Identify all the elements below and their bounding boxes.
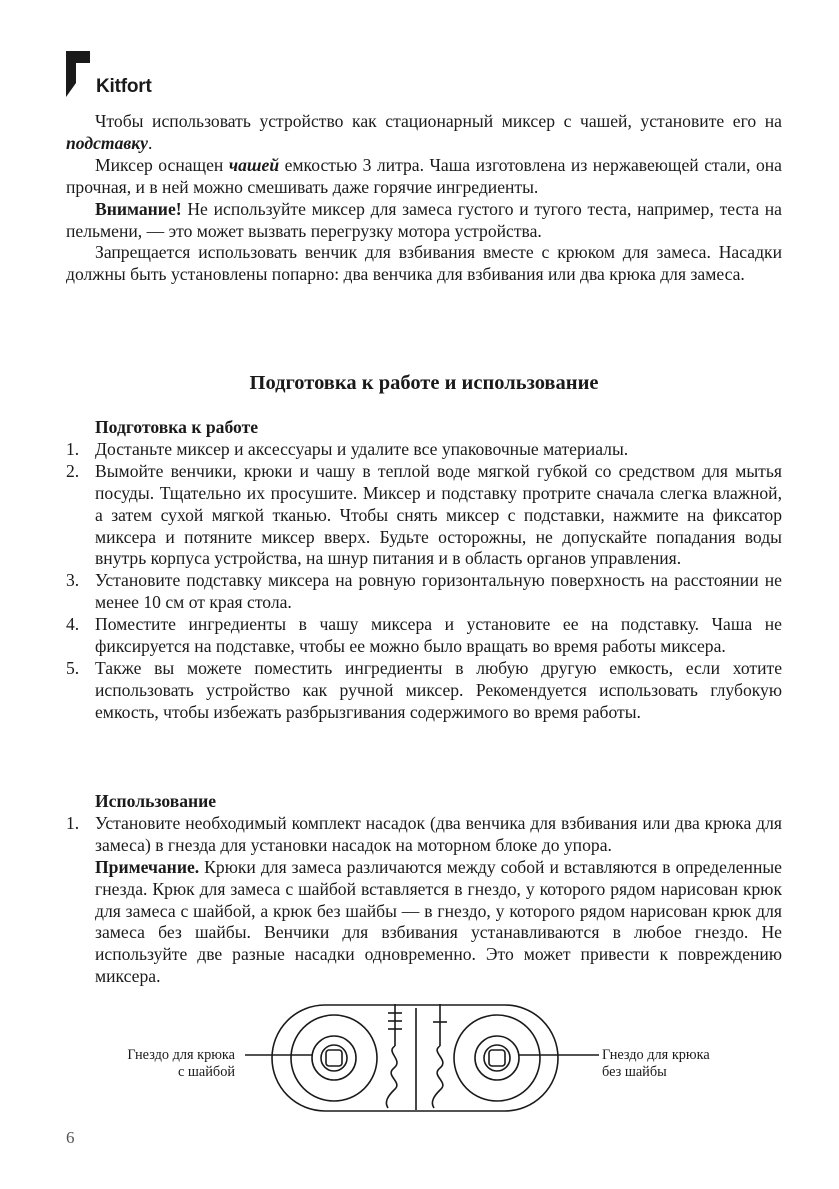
list-item: 5. Также вы можете поместить ингредиенты в любую другую емкость, если хотите использовать устройство как ручной миксер. Рекомендуется использовать глубокую емкость, чтобы избежать разбрызгивания содержимого во время работы. [66,657,782,722]
use-heading: Использование [95,791,217,811]
list-item: 1. Установите необходимый комплект насадок (два венчика для взбивания или два крюка для замеса) в гнезда для установки насадок на моторном блоке до упора. [66,812,782,855]
use-block [66,791,782,988]
intro-paragraph-1: Чтобы использовать устройство как стационарный миксер с чашей, установите его на подставку. [66,111,782,153]
use-list [66,813,782,857]
right-socket-label: Гнездо для крюка без шайбы [602,1047,710,1080]
note-paragraph: Примечание. Крюки для замеса различаются между собой и вставляются в определенные гнезда. Крюк для замеса с шайбой вставляется в гнездо, у которого рядом нарисован крюк для замеса с шайбой, а крюк без шайбы — в гнездо, у которого рядом нарисован крюк для замеса без шайбы. Венчики для взбивания устанавливаются в любое гнездо. Не используйте две разные насадки одновременно. Это может привести к повреждению миксера. [95,856,782,987]
prep-block [66,417,782,724]
left-socket-label: Гнездо для крюка с шайбой [127,1047,235,1080]
kitfort-logo-icon [66,51,92,99]
page-number: 6 [66,1128,75,1147]
intro-paragraph-3: Внимание! Не используйте миксер для замеса густого и тугого теста, например, теста на пельмени, — это может вызвать перегрузку мотора устройства. [66,198,782,241]
intro-paragraph-4: Запрещается использовать венчик для взбивания вместе с крюком для замеса. Насадки должны быть установлены попарно: два венчика для взбивания или два крюка для замеса. [66,242,782,285]
brand-name: Kitfort [96,76,152,97]
list-item: 1. Достаньте миксер и аксессуары и удалите все упаковочные материалы. [66,438,629,459]
list-item: 2. Вымойте венчики, крюки и чашу в теплой воде мягкой губкой со средством для мытья посуды. Тщательно их просушите. Миксер и подставку протрите сначала слегка влажной, а затем сухой мягкой тканью. Чтобы снять миксер с подставки, нажмите на фиксатор миксера и потяните миксер вверх. Будьте осторожны, не допускайте попадания воды внутрь корпуса устройства, на шнур питания и в область органов управления. [66,460,782,569]
prep-heading: Подготовка к работе [95,417,259,437]
prep-list [66,439,782,724]
intro-paragraph-2: Миксер оснащен чашей емкостью 3 литра. Чаша изготовлена из нержавеющей стали, она прочная, и в ней можно смешивать даже горячие ингредиенты. [66,154,782,197]
list-item: 4. Поместите ингредиенты в чашу миксера и установите ее на подставку. Чаша не фиксируется на подставке, чтобы ее можно было вращать во время работы миксера. [66,614,782,657]
list-item: 3. Установите подставку миксера на ровную горизонтальную поверхность на расстоянии не менее 10 см от края стола. [66,570,782,613]
section-title: Подготовка к работе и использование [249,372,599,394]
intro-text [66,111,782,286]
hook-socket-diagram [100,1000,740,1118]
